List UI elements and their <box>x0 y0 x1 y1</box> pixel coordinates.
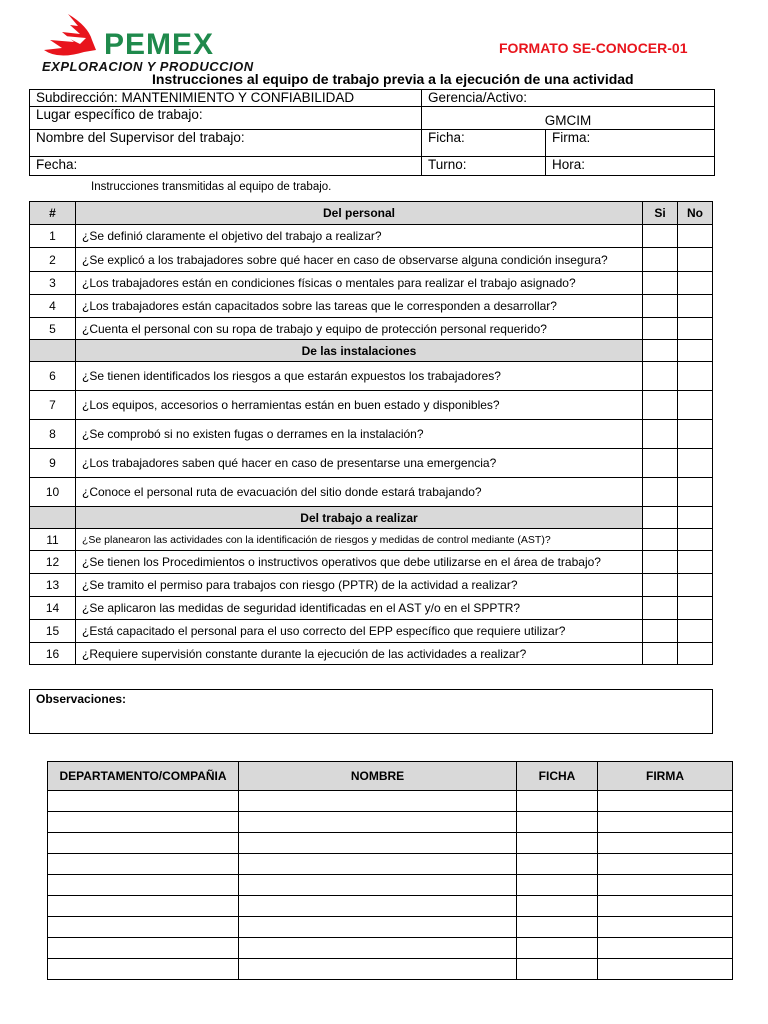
no-checkbox-cell[interactable] <box>678 272 713 295</box>
signature-row <box>48 896 733 917</box>
item-number: 2 <box>30 248 76 272</box>
item-question: ¿Los trabajadores están en condiciones físicas o mentales para realizar el trabajo asignado? <box>76 272 643 295</box>
firma-cell[interactable] <box>598 938 733 959</box>
checklist-row <box>30 620 713 643</box>
item-number: 15 <box>30 620 76 643</box>
nombre-cell[interactable] <box>239 938 517 959</box>
col-firma-header: FIRMA <box>598 762 733 791</box>
item-number: 13 <box>30 574 76 597</box>
item-question: ¿Se tramito el permiso para trabajos con riesgo (PPTR) de la actividad a realizar? <box>76 574 643 597</box>
instructions-note: Instrucciones transmitidas al equipo de trabajo. <box>91 181 332 193</box>
signature-row <box>48 875 733 896</box>
si-checkbox-cell[interactable] <box>643 643 678 665</box>
item-question: ¿Se tienen los Procedimientos o instructivos operativos que debe utilizarse en el área de trabajo? <box>76 551 643 574</box>
item-number: 16 <box>30 643 76 665</box>
subdireccion-cell: Subdirección: MANTENIMIENTO Y CONFIABILIDAD <box>30 90 422 107</box>
firma-cell[interactable] <box>598 875 733 896</box>
si-checkbox-cell[interactable] <box>643 272 678 295</box>
no-checkbox-cell[interactable] <box>678 362 713 391</box>
no-checkbox-cell[interactable] <box>678 551 713 574</box>
checklist-row <box>30 643 713 665</box>
si-checkbox-cell[interactable] <box>643 449 678 478</box>
no-checkbox-cell[interactable] <box>678 597 713 620</box>
si-checkbox-cell[interactable] <box>643 391 678 420</box>
checklist-row <box>30 529 713 551</box>
checklist-row <box>30 318 713 340</box>
si-checkbox-cell[interactable] <box>643 620 678 643</box>
si-checkbox-cell[interactable] <box>643 551 678 574</box>
observaciones-label: Observaciones: <box>36 692 127 706</box>
item-question: ¿Los trabajadores están capacitados sobre las tareas que le corresponden a desarrollar? <box>76 295 643 318</box>
checklist-row <box>30 551 713 574</box>
checklist-row <box>30 272 713 295</box>
signature-row <box>48 938 733 959</box>
ficha-cell[interactable] <box>517 938 598 959</box>
brand-name: PEMEX <box>104 28 215 61</box>
si-checkbox-cell[interactable] <box>643 478 678 507</box>
col-si-header: Si <box>643 202 678 225</box>
section-row <box>30 507 713 529</box>
item-question: ¿Requiere supervisión constante durante la ejecución de las actividades a realizar? <box>76 643 643 665</box>
depto-cell[interactable] <box>48 938 239 959</box>
ficha-cell[interactable] <box>517 791 598 812</box>
item-question: ¿Se aplicaron las medidas de seguridad identificadas en el AST y/o en el SPPTR? <box>76 597 643 620</box>
checklist-row <box>30 597 713 620</box>
checklist-row <box>30 248 713 272</box>
firma-cell[interactable] <box>598 854 733 875</box>
item-question: ¿Está capacitado el personal para el uso correcto del EPP específico que requiere utilizar? <box>76 620 643 643</box>
checklist-row <box>30 362 713 391</box>
item-number: 7 <box>30 391 76 420</box>
checklist-row <box>30 478 713 507</box>
firma-cell[interactable] <box>598 833 733 854</box>
col-depto-header: DEPARTAMENTO/COMPAÑIA <box>48 762 239 791</box>
firma-label[interactable]: Firma: <box>546 130 715 157</box>
no-checkbox-cell[interactable] <box>678 620 713 643</box>
item-number: 10 <box>30 478 76 507</box>
col-no-header: No <box>678 202 713 225</box>
si-checkbox-cell[interactable] <box>643 225 678 248</box>
brand-subtitle: EXPLORACION Y PRODUCCION <box>42 59 254 74</box>
no-checkbox-cell[interactable] <box>678 391 713 420</box>
gerencia-value[interactable]: GMCIM <box>422 107 715 130</box>
si-checkbox-cell[interactable] <box>643 574 678 597</box>
gerencia-label[interactable]: Gerencia/Activo: <box>422 90 715 107</box>
item-number: 12 <box>30 551 76 574</box>
col-num-header: # <box>30 202 76 225</box>
item-number: 3 <box>30 272 76 295</box>
item-question: ¿Se definió claramente el objetivo del trabajo a realizar? <box>76 225 643 248</box>
section-cell <box>678 507 713 529</box>
no-checkbox-cell[interactable] <box>678 643 713 665</box>
document-title: Instrucciones al equipo de trabajo previa a la ejecución de una actividad <box>152 71 634 87</box>
no-checkbox-cell[interactable] <box>678 529 713 551</box>
item-number: 11 <box>30 529 76 551</box>
item-number: 1 <box>30 225 76 248</box>
nombre-cell[interactable] <box>239 959 517 980</box>
nombre-cell[interactable] <box>239 812 517 833</box>
checklist-row <box>30 225 713 248</box>
ficha-label[interactable]: Ficha: <box>422 130 546 157</box>
depto-cell[interactable] <box>48 812 239 833</box>
section-row <box>30 340 713 362</box>
section-personal-header: Del personal <box>76 202 643 225</box>
depto-cell[interactable] <box>48 896 239 917</box>
item-question: ¿Conoce el personal ruta de evacuación del sitio donde estará trabajando? <box>76 478 643 507</box>
no-checkbox-cell[interactable] <box>678 295 713 318</box>
turno-label[interactable]: Turno: <box>422 157 546 176</box>
si-checkbox-cell[interactable] <box>643 318 678 340</box>
firma-cell[interactable] <box>598 791 733 812</box>
checklist-table <box>29 201 713 665</box>
checklist-row <box>30 420 713 449</box>
item-question: ¿Se tienen identificados los riesgos a que estarán expuestos los trabajadores? <box>76 362 643 391</box>
depto-cell[interactable] <box>48 959 239 980</box>
si-checkbox-cell[interactable] <box>643 529 678 551</box>
firma-cell[interactable] <box>598 917 733 938</box>
item-number: 4 <box>30 295 76 318</box>
nombre-cell[interactable] <box>239 791 517 812</box>
checklist-row <box>30 449 713 478</box>
item-number: 5 <box>30 318 76 340</box>
fecha-label[interactable]: Fecha: <box>30 157 422 176</box>
signature-row <box>48 833 733 854</box>
firma-cell[interactable] <box>598 896 733 917</box>
section-cell <box>643 507 678 529</box>
checklist-row <box>30 391 713 420</box>
nombre-cell[interactable] <box>239 854 517 875</box>
supervisor-label[interactable]: Nombre del Supervisor del trabajo: <box>30 130 422 157</box>
lugar-label[interactable]: Lugar específico de trabajo: <box>30 107 422 130</box>
item-number: 14 <box>30 597 76 620</box>
firma-cell[interactable] <box>598 812 733 833</box>
depto-cell[interactable] <box>48 791 239 812</box>
section-label: Del trabajo a realizar <box>76 507 643 529</box>
item-number: 9 <box>30 449 76 478</box>
item-question: ¿Cuenta el personal con su ropa de trabajo y equipo de protección personal requerido? <box>76 318 643 340</box>
item-question: ¿Los trabajadores saben qué hacer en caso de presentarse una emergencia? <box>76 449 643 478</box>
ficha-cell[interactable] <box>517 875 598 896</box>
item-number: 6 <box>30 362 76 391</box>
signature-row <box>48 917 733 938</box>
no-checkbox-cell[interactable] <box>678 318 713 340</box>
item-question: ¿Se planearon las actividades con la identificación de riesgos y medidas de control mediante (AST)? <box>76 529 643 551</box>
depto-cell[interactable] <box>48 833 239 854</box>
ficha-cell[interactable] <box>517 812 598 833</box>
section-label: De las instalaciones <box>76 340 643 362</box>
item-question: ¿Los equipos, accesorios o herramientas están en buen estado y disponibles? <box>76 391 643 420</box>
observaciones-box[interactable] <box>29 689 713 734</box>
nombre-cell[interactable] <box>239 833 517 854</box>
ficha-cell[interactable] <box>517 917 598 938</box>
depto-cell[interactable] <box>48 854 239 875</box>
signature-row <box>48 812 733 833</box>
si-checkbox-cell[interactable] <box>643 597 678 620</box>
item-question: ¿Se comprobó si no existen fugas o derrames en la instalación? <box>76 420 643 449</box>
signature-row <box>48 959 733 980</box>
no-checkbox-cell[interactable] <box>678 420 713 449</box>
checklist-row <box>30 295 713 318</box>
info-table <box>29 89 715 176</box>
no-checkbox-cell[interactable] <box>678 225 713 248</box>
nombre-cell[interactable] <box>239 875 517 896</box>
item-number: 8 <box>30 420 76 449</box>
nombre-cell[interactable] <box>239 917 517 938</box>
col-ficha-header: FICHA <box>517 762 598 791</box>
ficha-cell[interactable] <box>517 896 598 917</box>
checklist-row <box>30 574 713 597</box>
si-checkbox-cell[interactable] <box>643 295 678 318</box>
no-checkbox-cell[interactable] <box>678 248 713 272</box>
depto-cell[interactable] <box>48 917 239 938</box>
hora-label[interactable]: Hora: <box>546 157 715 176</box>
section-cell <box>30 340 76 362</box>
item-question: ¿Se explicó a los trabajadores sobre qué hacer en caso de observarse alguna condición insegura? <box>76 248 643 272</box>
ficha-cell[interactable] <box>517 854 598 875</box>
signature-row <box>48 791 733 812</box>
no-checkbox-cell[interactable] <box>678 574 713 597</box>
no-checkbox-cell[interactable] <box>678 478 713 507</box>
ficha-cell[interactable] <box>517 833 598 854</box>
firma-cell[interactable] <box>598 959 733 980</box>
si-checkbox-cell[interactable] <box>643 248 678 272</box>
col-nombre-header: NOMBRE <box>239 762 517 791</box>
nombre-cell[interactable] <box>239 896 517 917</box>
si-checkbox-cell[interactable] <box>643 362 678 391</box>
depto-cell[interactable] <box>48 875 239 896</box>
format-code: FORMATO SE-CONOCER-01 <box>499 40 688 56</box>
signature-table <box>47 761 733 980</box>
ficha-cell[interactable] <box>517 959 598 980</box>
signature-row <box>48 854 733 875</box>
section-cell <box>30 507 76 529</box>
section-cell <box>678 340 713 362</box>
section-cell <box>643 340 678 362</box>
no-checkbox-cell[interactable] <box>678 449 713 478</box>
si-checkbox-cell[interactable] <box>643 420 678 449</box>
